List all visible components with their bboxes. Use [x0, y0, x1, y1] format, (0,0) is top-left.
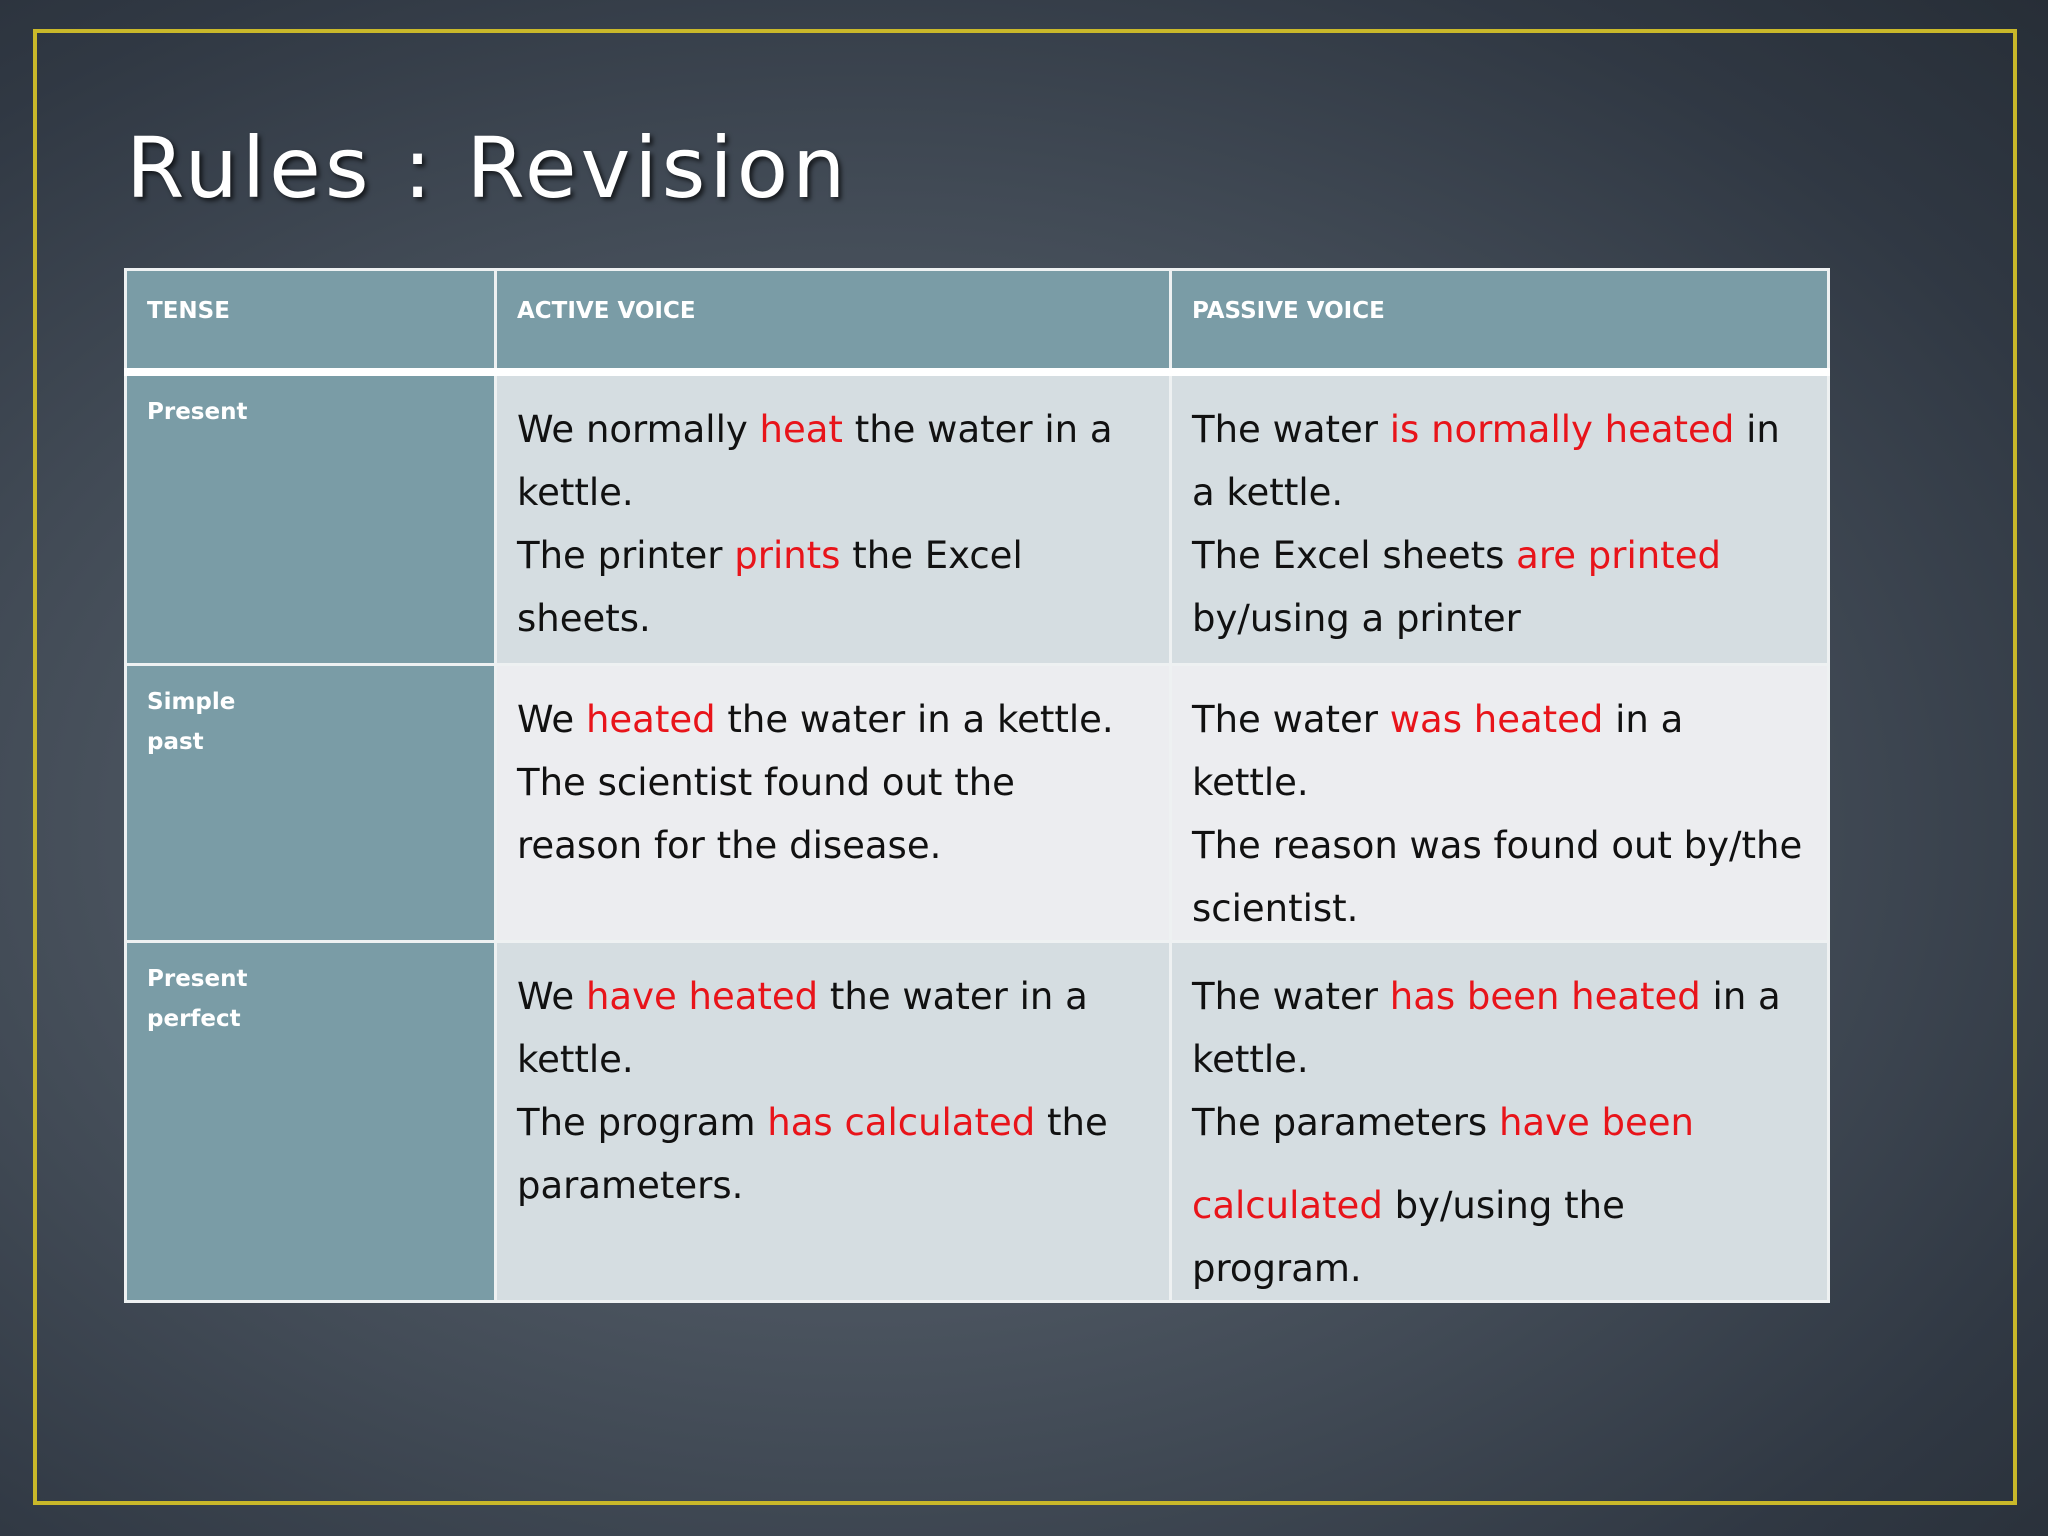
tense-label-line: past	[147, 729, 204, 755]
tense-label-line: Simple	[147, 689, 236, 715]
sentence-text: The water	[1192, 698, 1390, 741]
tense-label	[126, 665, 496, 942]
sentence-text: the water in a kettle.	[517, 975, 1088, 1081]
sentence	[1192, 1091, 1805, 1154]
verb-highlight: calculated	[1192, 1184, 1383, 1227]
verb-highlight: is normally heated	[1389, 407, 1735, 451]
sentence-text: The printer	[517, 533, 735, 577]
tense-label-line: Present	[147, 966, 248, 992]
sentence-text: The water	[1192, 975, 1390, 1018]
active-voice-cell	[496, 372, 1171, 665]
sentence	[517, 398, 1147, 524]
sentence: The scientist found out the reason for the disease.	[517, 761, 1015, 867]
sentence	[1192, 1174, 1805, 1300]
verb-highlight: heated	[585, 698, 716, 741]
sentence	[517, 965, 1147, 1091]
slide-title: Rules : Revision	[126, 119, 850, 217]
sentence-text: We normally	[517, 407, 760, 451]
sentence-text: the Excel sheets.	[517, 533, 1023, 640]
table-row	[126, 372, 1829, 665]
table-row	[126, 942, 1829, 1302]
header-passive-voice: PASSIVE VOICE	[1171, 270, 1829, 372]
sentence	[517, 1091, 1147, 1217]
sentence-text: in a kettle.	[1192, 975, 1781, 1081]
verb-highlight: have heated	[585, 975, 819, 1018]
sentence	[517, 524, 1147, 650]
sentence: The reason was found out by/the scientist.	[1192, 824, 1803, 930]
verb-highlight: was heated	[1389, 698, 1604, 741]
verb-highlight: are printed	[1516, 533, 1721, 577]
verb-highlight: prints	[734, 533, 841, 577]
tense-label-line: Present	[147, 398, 248, 425]
passive-voice-cell	[1171, 372, 1829, 665]
sentence-text: by/using a printer	[1192, 596, 1521, 640]
tense-label	[126, 942, 496, 1302]
sentence	[517, 688, 1147, 751]
active-voice-cell	[496, 665, 1171, 942]
sentence-text: in a kettle.	[1192, 407, 1780, 514]
table-row	[126, 665, 1829, 942]
table-header-row	[126, 270, 1829, 372]
sentence-text: The program	[517, 1101, 768, 1144]
active-voice-cell	[496, 942, 1171, 1302]
sentence	[1192, 398, 1805, 524]
sentence-text: The parameters	[1192, 1101, 1499, 1144]
sentence-text: We	[517, 698, 586, 741]
passive-voice-cell	[1171, 665, 1829, 942]
header-tense: TENSE	[126, 270, 496, 372]
sentence-text: the parameters.	[517, 1101, 1108, 1207]
header-active-voice: ACTIVE VOICE	[496, 270, 1171, 372]
verb-highlight: has calculated	[767, 1101, 1036, 1144]
sentence	[1192, 524, 1805, 650]
verb-highlight: heat	[759, 407, 843, 451]
tense-table	[124, 268, 1830, 1303]
sentence-text: the water in a kettle.	[517, 407, 1113, 514]
verb-highlight: have been	[1498, 1101, 1694, 1144]
verb-highlight: has been heated	[1389, 975, 1701, 1018]
tense-label-line: perfect	[147, 1006, 241, 1032]
sentence-text: the water in a kettle.	[715, 698, 1114, 741]
sentence	[1192, 965, 1805, 1091]
sentence-text: in a kettle.	[1192, 698, 1684, 804]
sentence-text: by/using the program.	[1192, 1184, 1625, 1290]
sentence-text: The Excel sheets	[1192, 533, 1517, 577]
tense-label	[126, 372, 496, 665]
sentence	[1192, 688, 1805, 814]
sentence-text: We	[517, 975, 586, 1018]
passive-voice-cell	[1171, 942, 1829, 1302]
sentence-text: The water	[1192, 407, 1390, 451]
